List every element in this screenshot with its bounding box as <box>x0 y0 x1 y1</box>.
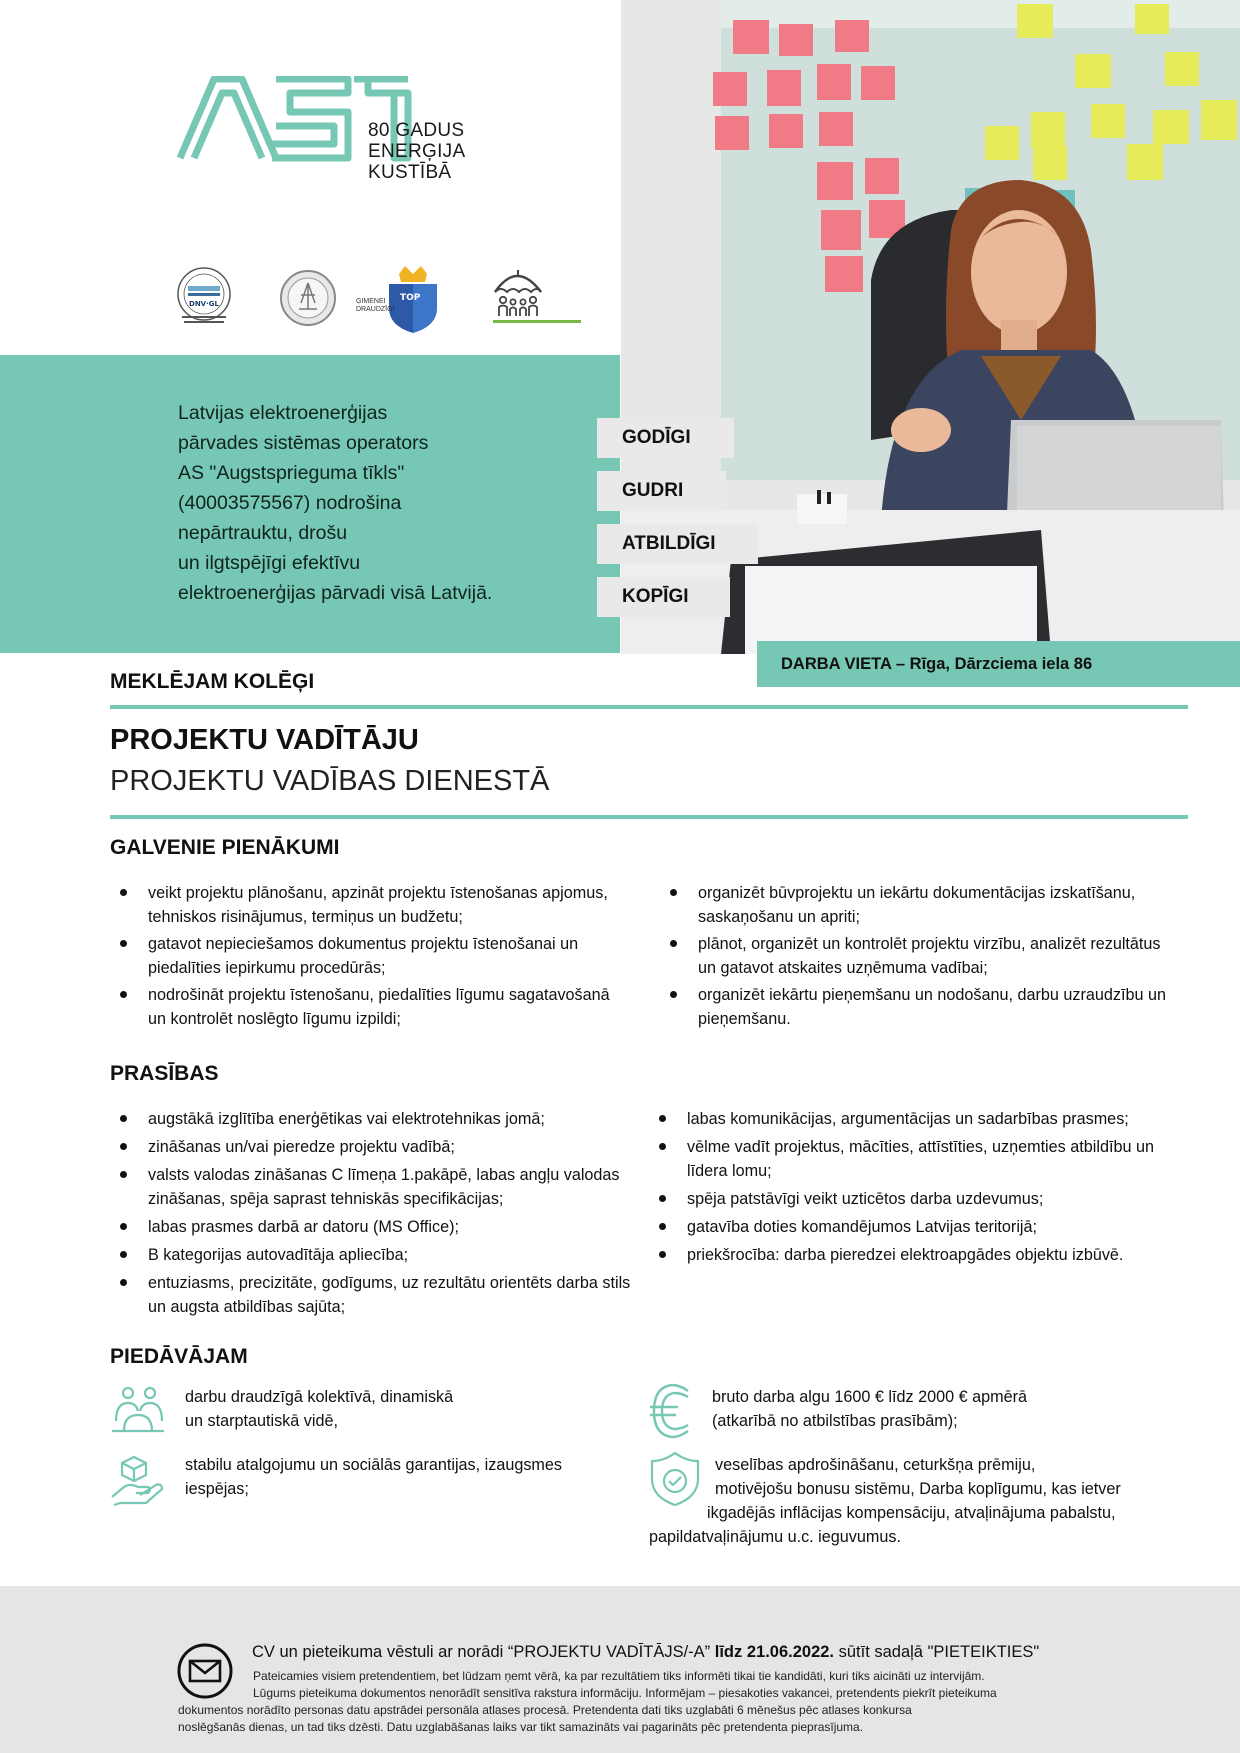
apply-deadline: līdz 21.06.2022. <box>714 1643 835 1661</box>
list-item: B kategorijas autovadītāja apliecība; <box>110 1243 640 1267</box>
offer-heading: PIEDĀVĀJAM <box>110 1345 248 1368</box>
offer-item <box>185 1453 615 1501</box>
list-item: augstākā izglītība enerģētikas vai elektrotehnikas jomā; <box>110 1107 640 1131</box>
duties-list-left <box>110 881 630 1034</box>
offer-line: (atkarībā no atbilstības prasībām); <box>712 1412 958 1430</box>
value-godigi: GODĪGI <box>597 418 734 458</box>
offer-item <box>712 1385 1192 1433</box>
apply-text: sūtīt sadaļā "PIETEIKTIES" <box>834 1643 1040 1661</box>
dnv-gl-cert-icon <box>176 266 232 330</box>
divider <box>110 705 1188 709</box>
apply-instruction <box>252 1643 1039 1662</box>
family-friendly-icon <box>491 266 586 326</box>
duties-heading: GALVENIE PIENĀKUMI <box>110 836 340 859</box>
list-item: entuziasms, precizitāte, godīgums, uz rezultātu orientēts darba stils un augsta atbildības sajūta; <box>110 1271 640 1319</box>
list-item: vēlme vadīt projektus, mācīties, attīstīties, uzņemties atbildību un līdera lomu; <box>649 1135 1194 1183</box>
list-item: labas prasmes darbā ar datoru (MS Office); <box>110 1215 640 1239</box>
list-item: valsts valodas zināšanas C līmeņa 1.pakāpē, labas angļu valodas zināšanas, spēja saprast tehniskās specifikācijas; <box>110 1163 640 1211</box>
intro-line: elektroenerģijas pārvadi visā Latvijā. <box>178 582 493 604</box>
job-title: PROJEKTU VADĪTĀJU <box>110 724 419 756</box>
list-item: veikt projektu plānošanu, apzināt projektu īstenošanas apjomus, tehniskos risinājumus, termiņus un budžetu; <box>110 881 630 929</box>
note-line: Lūgums pieteikuma dokumentos nenorādīt sensitīva rakstura informāciju. Informējam – piesakoties vakancei, pretendents piekrīt pieteikuma <box>253 1686 997 1700</box>
logo-tagline <box>368 120 465 183</box>
team-icon <box>110 1385 166 1437</box>
offer-line: iespējas; <box>185 1480 249 1498</box>
list-item: organizēt iekārtu pieņemšanu un nodošanu, darbu uzraudzību un pieņemšanu. <box>660 983 1180 1031</box>
duties-list-right <box>660 881 1180 1034</box>
list-item: organizēt būvprojektu un iekārtu dokumentācijas izskatīšanu, saskaņošanu un apriti; <box>660 881 1180 929</box>
hand-box-icon <box>110 1453 166 1507</box>
requirements-heading: PRASĪBAS <box>110 1062 219 1085</box>
offer-line: darbu draudzīgā kolektīvā, dinamiskā <box>185 1388 454 1406</box>
tagline-line: ENERĢIJA <box>368 141 466 162</box>
looking-for-label: MEKLĒJAM KOLĒĢI <box>110 670 315 693</box>
privacy-note <box>178 1668 1098 1736</box>
intro-line: pārvades sistēmas operators <box>178 432 429 454</box>
intro-line: nepārtrauktu, drošu <box>178 522 348 544</box>
dnv-gl-label: DNV·GL <box>189 300 219 308</box>
value-kopigi: KOPĪGI <box>597 577 730 617</box>
intro-line: Latvijas elektroenerģijas <box>178 402 388 424</box>
seal-icon <box>279 269 337 327</box>
offer-item <box>185 1385 605 1433</box>
offer-line: motivējošu bonusu sistēmu, Darba koplīgumu, kas ietver <box>715 1480 1121 1498</box>
list-item: gatavot nepieciešamos dokumentus projektu īstenošanai un piedalīties iepirkumu procedūrās; <box>110 932 630 980</box>
list-item: gatavība doties komandējumos Latvijas teritorijā; <box>649 1215 1194 1239</box>
intro-line: (40003575567) nodrošina <box>178 492 402 514</box>
note-line: Pateicamies visiem pretendentiem, bet lūdzam ņemt vērā, ka par rezultātiem tiks informēti tikai tie kandidāti, kuri tiks aicināti uz intervijām. <box>253 1669 985 1683</box>
job-department: PROJEKTU VADĪBAS DIENESTĀ <box>110 765 550 797</box>
tagline-line: 80 GADUS <box>368 120 465 141</box>
top-label: TOP <box>400 293 421 303</box>
intro-line: un ilgtspējīgi efektīvu <box>178 552 361 574</box>
offer-line: ikgadējās inflācijas kompensāciju, atvaļinājuma pabalstu, <box>707 1504 1116 1522</box>
requirements-list-left <box>110 1107 640 1323</box>
value-atbildigi: ATBILDĪGI <box>597 524 758 564</box>
offer-item <box>649 1453 1189 1549</box>
list-item: plānot, organizēt un kontrolēt projektu virzību, analizēt rezultātus un gatavot atskaites uzņēmuma vadībai; <box>660 932 1180 980</box>
offer-line: veselības apdrošināšanu, ceturkšņa prēmiju, <box>715 1456 1036 1474</box>
apply-text: CV un pieteikuma vēstuli ar norādi “PROJEKTU VADĪTĀJS/-A” <box>252 1643 715 1661</box>
list-item: priekšrocība: darba pieredzei elektroapgādes objektu izbūvē. <box>649 1243 1194 1267</box>
company-intro <box>178 398 598 608</box>
list-item: zināšanas un/vai pieredze projektu vadībā; <box>110 1135 640 1159</box>
offer-line: stabilu atalgojumu un sociālās garantijas, izaugsmes <box>185 1456 563 1474</box>
intro-line: AS "Augstsprieguma tīkls" <box>178 462 405 484</box>
workplace-banner: DARBA VIETA – Rīga, Dārzciema iela 86 <box>757 641 1240 687</box>
list-item: spēja patstāvīgi veikt uzticētos darba uzdevumus; <box>649 1187 1194 1211</box>
tagline-line: KUSTĪBĀ <box>368 162 452 183</box>
offer-line: un starptautiskā vidē, <box>185 1412 338 1430</box>
note-line: dokumentos norādīto personas datu apstrādei personāla atlases procesā. Pretendenta dati tiks uzglabāti 6 mēnešus pēc atlases konkursa <box>178 1703 912 1717</box>
family-friendly-label: ĢIMENEI DRAUDZĪGI <box>356 298 395 313</box>
value-gudri: GUDRI <box>597 471 726 511</box>
list-item: labas komunikācijas, argumentācijas un sadarbības prasmes; <box>649 1107 1194 1131</box>
divider <box>110 815 1188 819</box>
euro-icon <box>648 1383 694 1439</box>
offer-line: papildatvaļinājumu u.c. ieguvumus. <box>649 1528 901 1546</box>
requirements-list-right <box>649 1107 1194 1271</box>
list-item: nodrošināt projektu īstenošanu, piedalīties līgumu sagatavošanā un kontrolēt noslēgto līgumu izpildi; <box>110 983 630 1031</box>
offer-line: bruto darba algu 1600 € līdz 2000 € apmērā <box>712 1388 1027 1406</box>
note-line: noslēgšanās dienas, un tad tiks dzēsti. Datu uzglabāšanas laiks var tikt samazināts vai pagarināts pēc pretendenta pieprasījuma. <box>178 1720 864 1734</box>
